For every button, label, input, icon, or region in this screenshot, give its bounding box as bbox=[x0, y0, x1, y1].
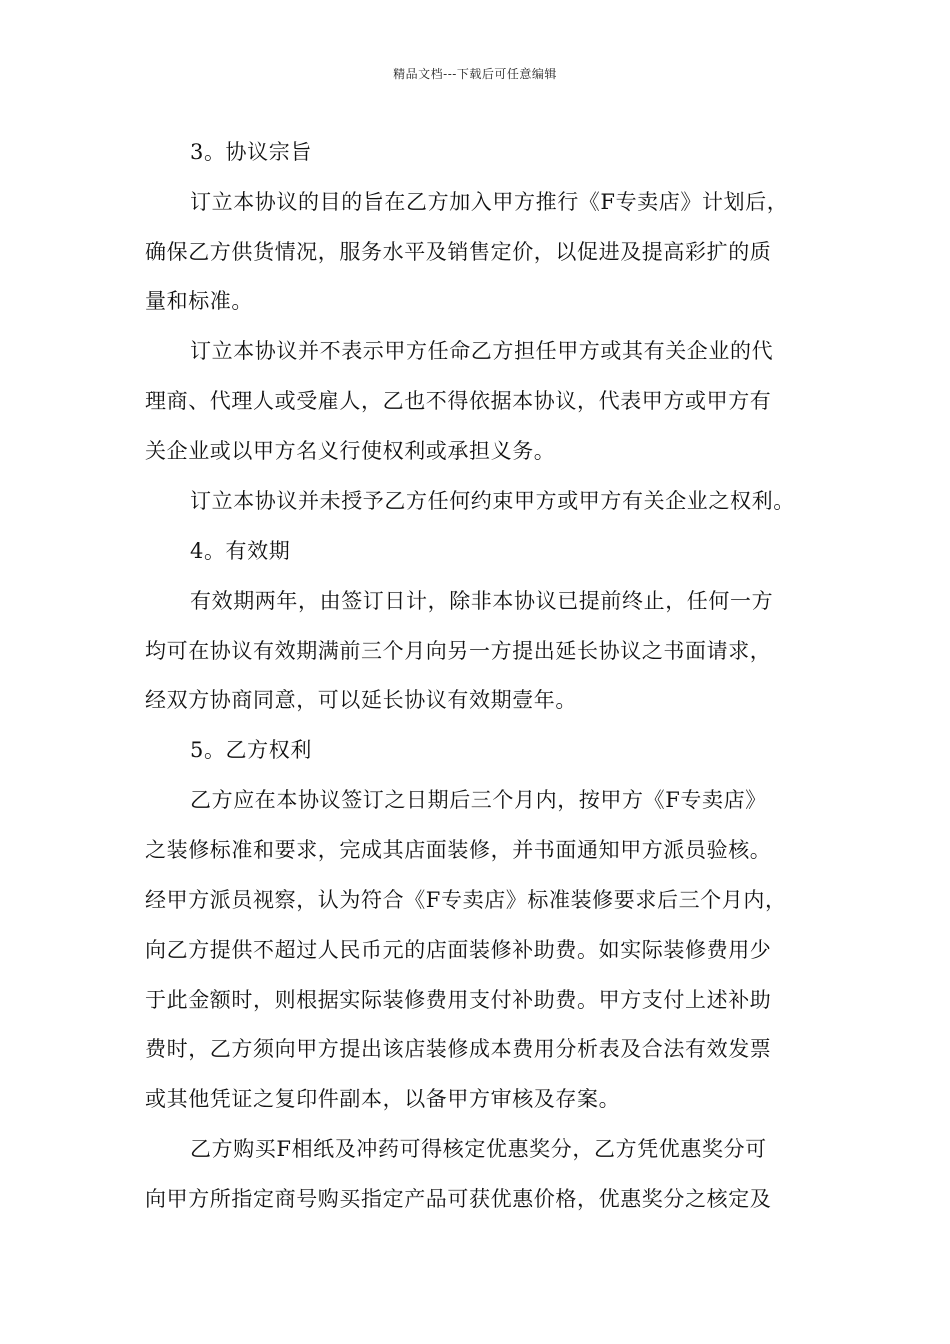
section-heading-4: 4。有效期 bbox=[190, 539, 291, 563]
paragraph-line: 之装修标准和要求，完成其店面装修，并书面通知甲方派员验核。 bbox=[145, 838, 772, 862]
page-header: 精品文档---下载后可任意编辑 bbox=[393, 67, 557, 81]
paragraph-line: 订立本协议并不表示甲方任命乙方担任甲方或其有关企业的代 bbox=[190, 339, 774, 363]
paragraph-line: 理商、代理人或受雇人，乙也不得依据本协议，代表甲方或甲方有 bbox=[145, 389, 772, 413]
paragraph-line: 或其他凭证之复印件副本，以备甲方审核及存案。 bbox=[145, 1087, 621, 1111]
paragraph-line: 向乙方提供不超过人民币元的店面装修补助费。如实际装修费用少 bbox=[145, 938, 772, 962]
section-heading-3: 3。协议宗旨 bbox=[190, 140, 312, 164]
paragraph-line: 有效期两年，由签订日计，除非本协议已提前终止，任何一方 bbox=[190, 589, 774, 613]
paragraph-line: 乙方应在本协议签订之日期后三个月内，按甲方《F专卖店》 bbox=[190, 788, 767, 812]
paragraph-line: 量和标准。 bbox=[145, 289, 253, 313]
paragraph-line: 订立本协议并未授予乙方任何约束甲方或甲方有关企业之权利。 bbox=[190, 489, 795, 513]
paragraph-line: 经甲方派员视察，认为符合《F专卖店》标准装修要求后三个月内， bbox=[145, 888, 787, 912]
paragraph-line: 关企业或以甲方名义行使权利或承担义务。 bbox=[145, 439, 556, 463]
paragraph-line: 乙方购买F相纸及冲药可得核定优惠奖分，乙方凭优惠奖分可 bbox=[190, 1137, 767, 1161]
paragraph-line: 确保乙方供货情况，服务水平及销售定价，以促进及提高彩扩的质 bbox=[145, 240, 772, 264]
paragraph-line: 订立本协议的目的旨在乙方加入甲方推行《F专卖店》计划后， bbox=[190, 190, 789, 214]
paragraph-line: 向甲方所指定商号购买指定产品可获优惠价格，优惠奖分之核定及 bbox=[145, 1187, 772, 1211]
paragraph-line: 经双方协商同意，可以延长协议有效期壹年。 bbox=[145, 688, 577, 712]
section-heading-5: 5。乙方权利 bbox=[190, 738, 312, 762]
paragraph-line: 于此金额时，则根据实际装修费用支付补助费。甲方支付上述补助 bbox=[145, 988, 772, 1012]
paragraph-line: 均可在协议有效期满前三个月向另一方提出延长协议之书面请求， bbox=[145, 639, 772, 663]
paragraph-line: 费时，乙方须向甲方提出该店装修成本费用分析表及合法有效发票 bbox=[145, 1037, 772, 1061]
